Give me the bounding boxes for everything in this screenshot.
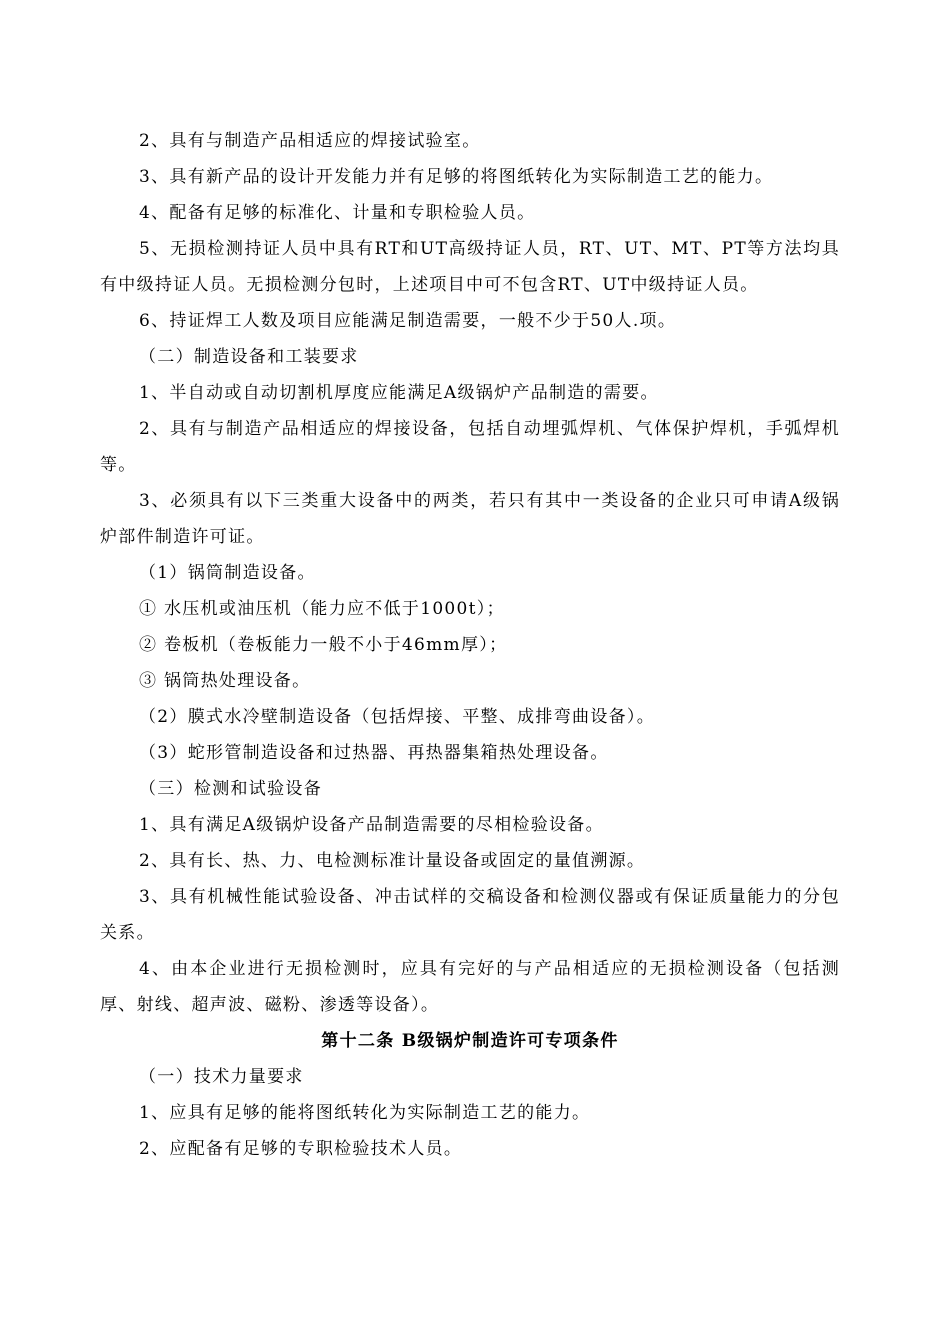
document-body (100, 123, 840, 1167)
paragraph: 6、持证焊工人数及项目应能满足制造需要，一般不少于50人.项。 (139, 311, 677, 331)
paragraph: 4、由本企业进行无损检测时，应具有完好的与产品相适应的无损检测设备（包括测厚、射线、超声波、磁粉、渗透等设备）。 (100, 959, 840, 1015)
paragraph: 2、具有与制造产品相适应的焊接设备，包括自动埋弧焊机、气体保护焊机，手弧焊机等。 (100, 419, 840, 475)
paragraph: 1、半自动或自动切割机厚度应能满足A级锅炉产品制造的需要。 (139, 383, 659, 403)
list-item: ① 水压机或油压机（能力应不低于1000t）； (139, 599, 505, 619)
paragraph: 2、具有长、热、力、电检测标准计量设备或固定的量值溯源。 (139, 851, 646, 871)
section-subheading: （二）制造设备和工装要求 (139, 347, 359, 367)
section-subheading: （一）技术力量要求 (139, 1067, 304, 1087)
list-item: ③ 锅筒热处理设备。 (139, 671, 311, 691)
section-subheading: （三）检测和试验设备 (139, 779, 322, 799)
article-heading: 第十二条 B级锅炉制造许可专项条件 (321, 1031, 619, 1051)
paragraph: 3、具有新产品的设计开发能力并有足够的将图纸转化为实际制造工艺的能力。 (139, 167, 774, 187)
list-item: （3）蛇形管制造设备和过热器、再热器集箱热处理设备。 (139, 743, 609, 763)
paragraph: 1、具有满足A级锅炉设备产品制造需要的尽相检验设备。 (139, 815, 604, 835)
list-item: ② 卷板机（卷板能力一般不小于46mm厚）； (139, 635, 508, 655)
paragraph: 4、配备有足够的标准化、计量和专职检验人员。 (139, 203, 536, 223)
list-item: （2）膜式水冷壁制造设备（包括焊接、平整、成排弯曲设备）。 (139, 707, 656, 727)
paragraph: 1、应具有足够的能将图纸转化为实际制造工艺的能力。 (139, 1103, 591, 1123)
paragraph: 2、具有与制造产品相适应的焊接试验室。 (139, 131, 481, 151)
paragraph: 2、应配备有足够的专职检验技术人员。 (139, 1139, 463, 1159)
list-item: （1）锅筒制造设备。 (139, 563, 316, 583)
paragraph: 3、具有机械性能试验设备、冲击试样的交稿设备和检测仪器或有保证质量能力的分包关系。 (100, 887, 840, 943)
paragraph: 3、必须具有以下三类重大设备中的两类，若只有其中一类设备的企业只可申请A级锅炉部件制造许可证。 (100, 491, 840, 547)
paragraph: 5、无损检测持证人员中具有RT和UT高级持证人员，RT、UT、MT、PT等方法均具有中级持证人员。无损检测分包时，上述项目中可不包含RT、UT中级持证人员。 (100, 239, 840, 295)
